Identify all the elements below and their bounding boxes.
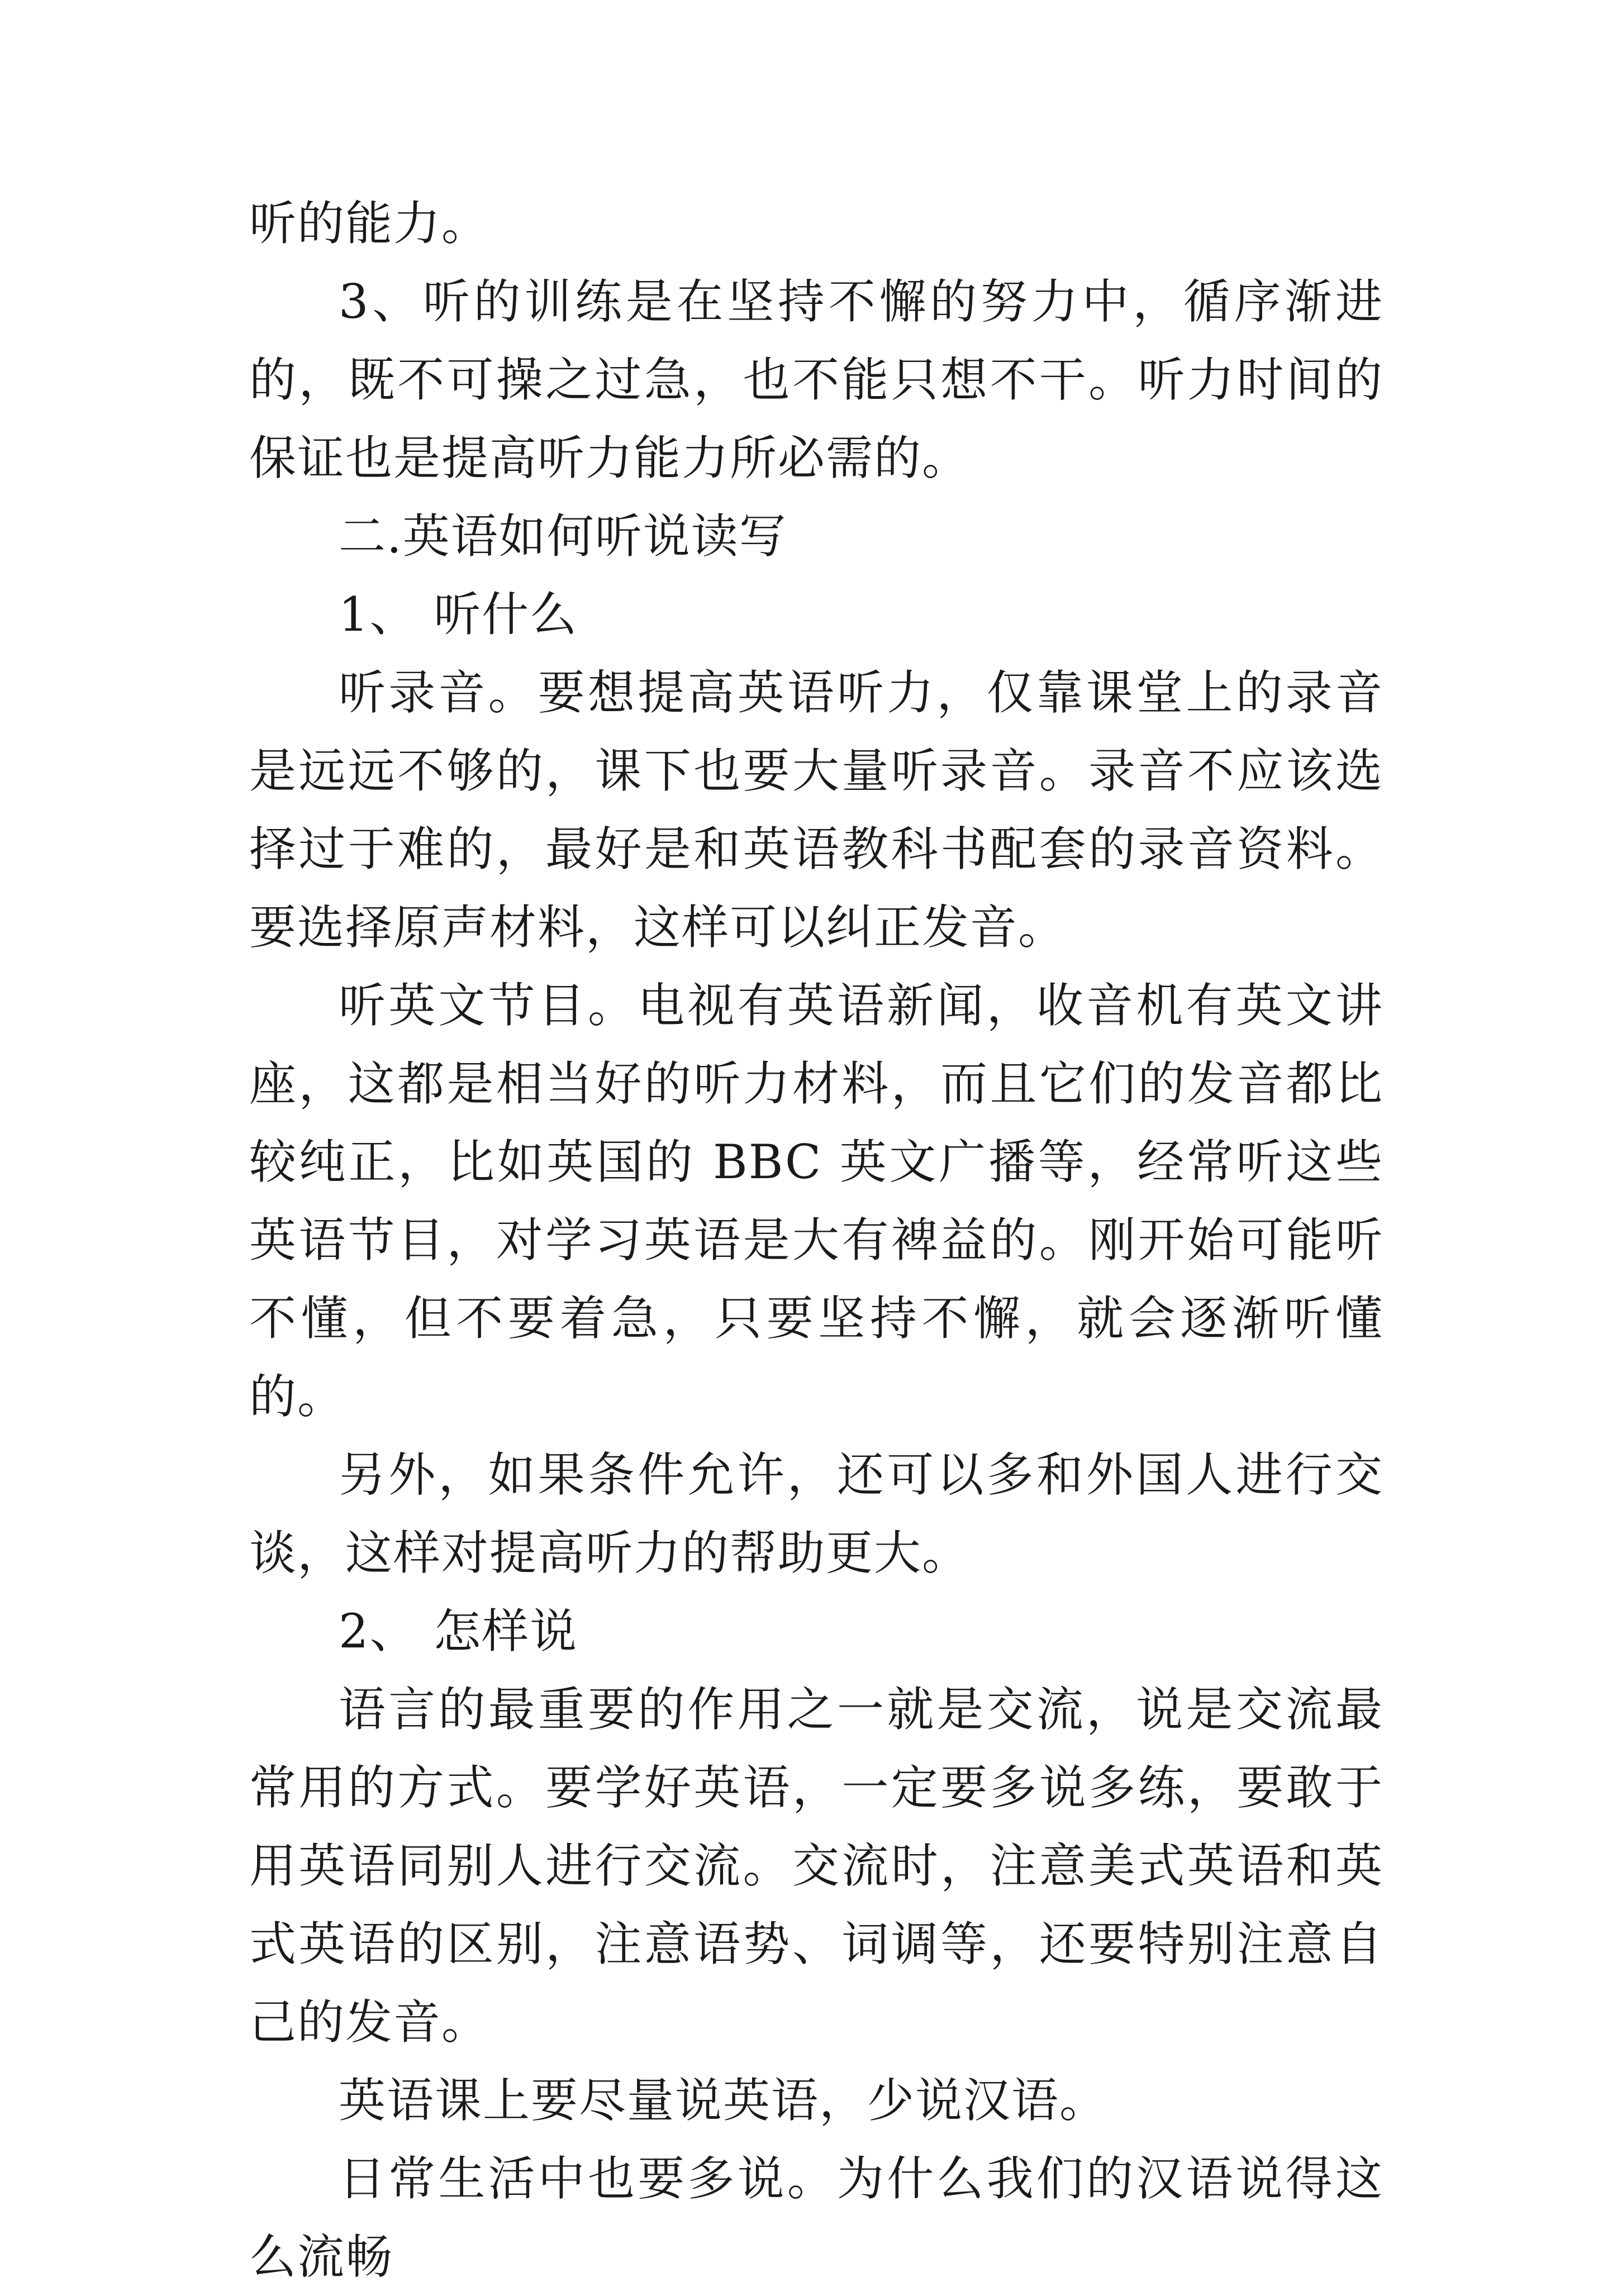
subheading-how-to-speak: 2、 怎样说 (339, 1604, 578, 1659)
section-heading: 二.英语如何听说读写 (339, 509, 787, 564)
document-body (249, 184, 1383, 2296)
paragraph-class-english: 英语课上要尽量说英语，少说汉语。 (339, 2073, 1108, 2128)
paragraph-listening-practice: 3、听的训练是在坚持不懈的努力中，循序渐进的，既不可操之过急，也不能只想不干。听力时间的保证也是提高听力能力所必需的。 (249, 274, 1383, 485)
paragraph-recordings: 听录音。要想提高英语听力，仅靠课堂上的录音是远远不够的，课下也要大量听录音。录音不应该选择过于难的，最好是和英语教科书配套的录音资料。要选择原声材料，这样可以纠正发音。 (249, 665, 1383, 955)
subheading-what-to-listen: 1、 听什么 (339, 587, 578, 642)
paragraph-communication: 语言的最重要的作用之一就是交流，说是交流最常用的方式。要学好英语，一定要多说多练，要敢于用英语同别人进行交流。交流时，注意美式英语和英式英语的区别，注意语势、词调等，还要特别注意自己的发音。 (249, 1682, 1383, 2050)
paragraph-daily-life: 日常生活中也要多说。为什么我们的汉语说得这么流畅 (249, 2151, 1383, 2284)
paragraph-foreigners: 另外，如果条件允许，还可以多和外国人进行交谈，这样对提高听力的帮助更大。 (249, 1447, 1383, 1580)
paragraph-english-programs: 听英文节目。电视有英语新闻，收音机有英文讲座，这都是相当好的听力材料，而且它们的发音都比较纯正，比如英国的 BBC 英文广播等，经常听这些英语节目，对学习英语是大有裨益的。刚开始可能听不懂，但不要着急，只要坚持不懈，就会逐渐听懂的。 (249, 978, 1383, 1424)
paragraph-continuation: 听的能力。 (249, 196, 490, 251)
